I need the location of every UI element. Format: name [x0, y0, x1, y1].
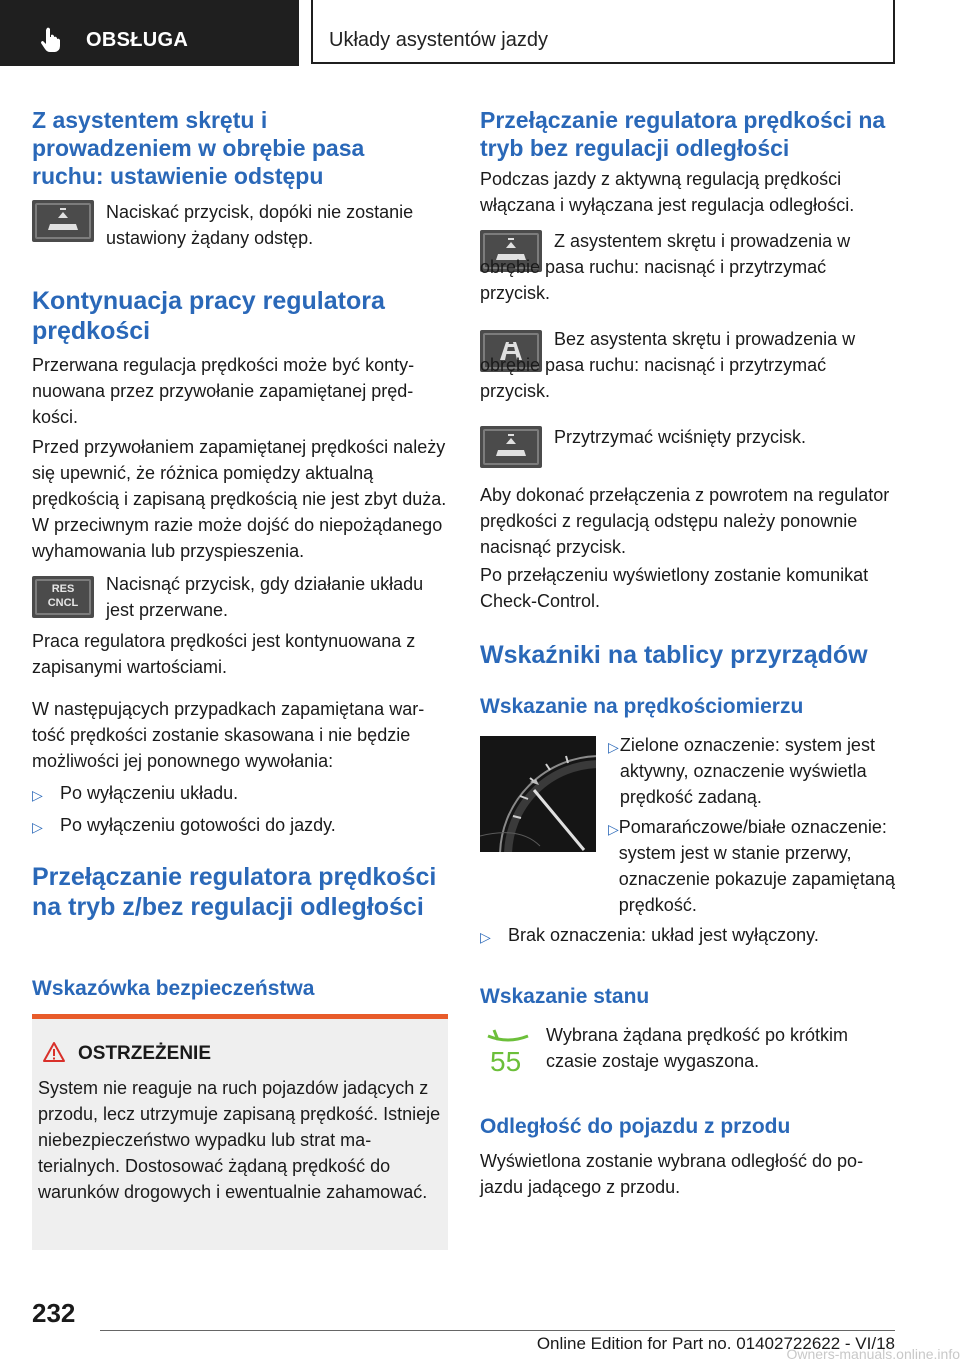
switch-paragraph-2: Aby dokonać przełączenia z powrotem na regulator prędkości z regulacją odstępu należy ponownie nacisnąć przycisk. [480, 485, 890, 557]
without-assist-instruction: Bez asystenta skrętu i prowadzenia w obrębie pasa ruchu: nacisnąć i przytrzymać przycisk. [480, 329, 856, 401]
cncl-label: CNCL [47, 597, 79, 609]
list-item-text: Po wyłączeniu układu. [60, 783, 239, 803]
resume-paragraph-2: Przed przywołaniem zapamiętanej prędkości należy się upewnić, że różnica pomiędzy aktualną prędkością i zapisaną prędkością nie jest zbyt duża. W przeciwnym razie może dojść do niepożądanego wyhamowania lub przyspieszenia. [32, 437, 447, 561]
status-text: Wybrana żądana prędkość po krótkim czasie zostaje wygaszona. [546, 1025, 848, 1071]
hand-pointer-icon [38, 26, 64, 52]
list-item-text: Pomarańczowe/białe oznaczenie: system jest w stanie przerwy, oznaczenie pokazuje zapamiętaną prędkość. [618, 817, 895, 915]
resume-button-instruction: Nacisnąć przycisk, gdy działanie układu jest przerwane. [106, 574, 424, 620]
chapter-title: Układy asystentów jazdy [329, 29, 548, 51]
triangle-bullet-icon: ▷ [608, 821, 619, 837]
heading-switch-mode: Przełączanie regulatora prędkości na tryb z/bez regulacji odległości [32, 863, 437, 921]
resume-paragraph-1: Przerwana regulacja prędkości może być kontynuowana przez przywołanie zapamiętanej prędkości. [32, 355, 415, 427]
heading-speedometer: Wskazanie na prędkościomierzu [480, 695, 804, 718]
list-item [608, 732, 896, 810]
triangle-bullet-icon: ▷ [480, 929, 491, 945]
hold-instruction: Przytrzymać wciśnięty przycisk. [554, 427, 807, 447]
heading-distance: Odległość do pojazdu z przodu [480, 1115, 791, 1138]
heading-switch-no-distance: Przełączanie regulatora prędkości na tryb bez regulacji odległości [480, 107, 886, 161]
resume-paragraph-3: Praca regulatora prędkości jest kontynuowana z zapisanymi wartościami. [32, 631, 416, 677]
warning-triangle-icon [42, 1041, 66, 1063]
list-item [32, 780, 448, 808]
res-label: RES [51, 583, 75, 595]
section-title: OBSŁUGA [86, 29, 189, 51]
distance-icon [32, 200, 94, 242]
speedometer-image [480, 736, 596, 852]
footer-edition: Online Edition for Part no. 01402722622 - VI/18 [536, 1334, 895, 1353]
triangle-bullet-icon: ▷ [608, 739, 619, 755]
footer-divider [100, 1330, 895, 1331]
heading-indicators: Wskaźniki na tablicy przyrządów [480, 641, 868, 669]
list-item [608, 814, 896, 918]
switch-paragraph-3: Po przełączeniu wyświetlony zostanie komunikat Check-Control. [480, 565, 869, 611]
res-cncl-button-image [32, 576, 94, 618]
triangle-bullet-icon: ▷ [32, 819, 43, 835]
watermark: Owners-manuals.online.info [786, 1346, 960, 1362]
status-indicator [484, 1028, 532, 1080]
chapter-tab [311, 0, 895, 64]
status-speed-value: 55 [490, 1046, 522, 1077]
list-item [480, 922, 894, 950]
heading-distance-setting: Z asystentem skrętu i prowadzeniem w obrębie pasa ruchu: ustawienie odstępu [32, 107, 365, 189]
heading-safety: Wskazówka bezpieczeństwa [32, 977, 315, 1000]
section-tab [0, 0, 299, 66]
distance-button-image [32, 200, 94, 242]
list-item-text: Zielone oznaczenie: system jest aktywny, oznaczenie wyświetla prędkość zadaną. [619, 735, 875, 807]
resume-paragraph-4: W następujących przypadkach zapamiętana wartość prędkości zostanie skasowana i nie będzie możliwości jej ponownego wywołania: [32, 699, 425, 771]
distance-text: Wyświetlona zostanie wybrana odległość do pojazdu jadącego z przodu. [480, 1151, 864, 1197]
warning-box [32, 1014, 448, 1250]
heading-resume: Kontynuacja pracy regulatora prędkości [32, 287, 385, 345]
triangle-bullet-icon: ▷ [32, 787, 43, 803]
list-item-text: Po wyłączeniu gotowości do jazdy. [60, 815, 336, 835]
speedometer-icon [480, 736, 596, 852]
switch-paragraph-1: Podczas jazdy z aktywną regulacją prędkości włączana i wyłączana jest regulacja odległości. [480, 169, 855, 215]
warning-text: System nie reaguje na ruch pojazdów jadących z przodu, lecz utrzymuje zapisaną prędkość. Istnieje niebezpieczeństwo wypadku lub strat materialnych. Dostosować żądaną prędkość do warunków drogowych i ewentualnie zahamować. [38, 1078, 441, 1202]
warning-title: OSTRZEŻENIE [78, 1043, 212, 1064]
heading-status: Wskazanie stanu [480, 985, 650, 1008]
with-assist-instruction: Z asystentem skrętu i prowadzenia w obrębie pasa ruchu: nacisnąć i przytrzymać przycisk. [480, 231, 851, 303]
setting-instruction: Naciskać przycisk, dopóki nie zostanie ustawiony żądany odstęp. [106, 202, 414, 248]
hold-button-image [480, 426, 542, 468]
list-item-text: Brak oznaczenia: układ jest wyłączony. [508, 925, 819, 945]
distance-icon [480, 426, 542, 468]
page-number: 232 [32, 1298, 76, 1328]
list-item [32, 812, 448, 840]
